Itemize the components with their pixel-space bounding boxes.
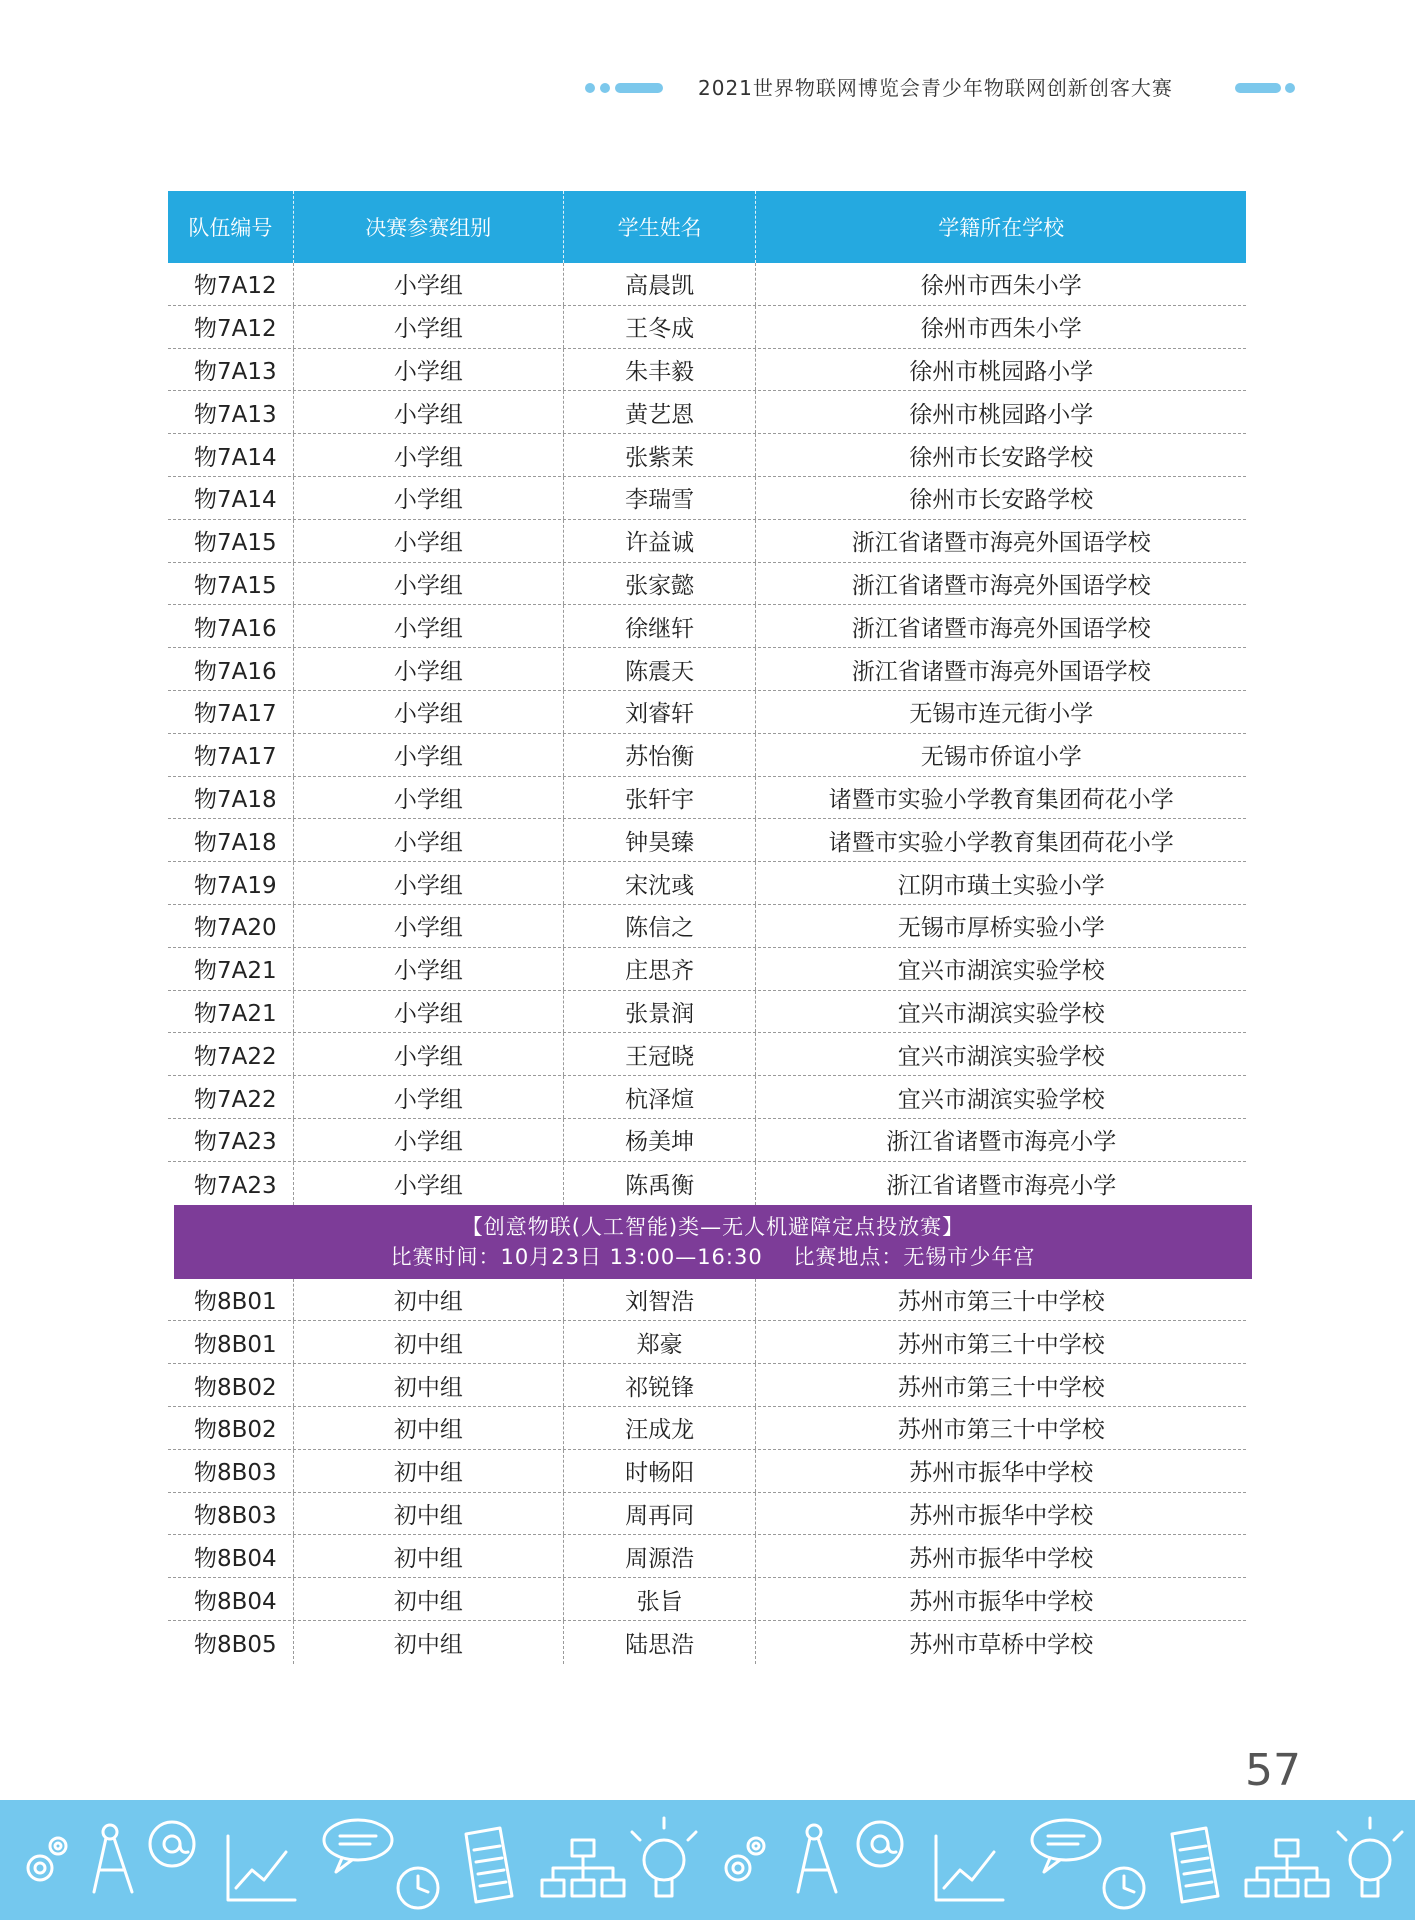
cell-group: 小学组: [293, 263, 563, 305]
cell-student-name: 朱丰毅: [563, 349, 755, 391]
cell-team-id: 物7A15: [194, 530, 277, 557]
speech-bubble-icon: [1032, 1820, 1100, 1872]
cell-group: 初中组: [293, 1364, 563, 1406]
cell-student-name: 汪成龙: [563, 1407, 755, 1449]
table-row: [168, 777, 1246, 820]
table-row: [168, 391, 1246, 434]
gear-icon: [28, 1838, 66, 1880]
column-header-school: 学籍所在学校: [755, 191, 1246, 263]
cell-team-id: 物8B02: [194, 1417, 277, 1444]
cell-student-name: 周源浩: [563, 1535, 755, 1577]
cell-student-name: 陈禹衡: [563, 1162, 755, 1205]
header-bar-icon: [615, 83, 663, 93]
flowchart-icon: [1246, 1840, 1328, 1896]
table-row: [168, 477, 1246, 520]
cell-school: 苏州市草桥中学校: [755, 1621, 1246, 1664]
page-header: [0, 70, 1415, 106]
cell-school: 苏州市第三十中学校: [755, 1279, 1246, 1321]
flowchart-icon: [542, 1840, 624, 1896]
document-icon: [466, 1828, 512, 1902]
table-row: [168, 905, 1246, 948]
table-row: [168, 948, 1246, 991]
cell-group: 小学组: [293, 1033, 563, 1075]
table-body-b: [168, 1279, 1246, 1664]
footer-band: [0, 1800, 1415, 1920]
column-header-team-id: 队伍编号: [188, 216, 273, 240]
cell-team-id: 物7A16: [194, 658, 277, 685]
cell-student-name: 杭泽煊: [563, 1076, 755, 1118]
at-icon: [150, 1822, 194, 1866]
cell-student-name: 庄思齐: [563, 948, 755, 990]
document-icon: [1172, 1828, 1218, 1902]
cell-student-name: 钟昊臻: [563, 819, 755, 861]
cell-student-name: 王冠晓: [563, 1033, 755, 1075]
cell-team-id: 物7A17: [194, 744, 277, 771]
cell-student-name: 张轩宇: [563, 777, 755, 819]
lightbulb-icon: [1338, 1818, 1402, 1896]
table-row: [168, 605, 1246, 648]
clock-icon: [398, 1868, 438, 1908]
cell-team-id: 物7A14: [194, 444, 277, 471]
table-row: [168, 1493, 1246, 1536]
cell-team-id: 物7A19: [194, 872, 277, 899]
compass-icon: [94, 1825, 132, 1892]
cell-team-id: 物7A14: [194, 487, 277, 514]
column-header-student: 学生姓名: [563, 191, 755, 263]
cell-student-name: 王冬成: [563, 306, 755, 348]
cell-student-name: 陈震天: [563, 648, 755, 690]
cell-group: 初中组: [293, 1621, 563, 1664]
cell-school: 苏州市第三十中学校: [755, 1407, 1246, 1449]
cell-group: 小学组: [293, 691, 563, 733]
cell-school: 徐州市西朱小学: [755, 263, 1246, 305]
table-row: [168, 862, 1246, 905]
cell-school: 宜兴市湖滨实验学校: [755, 948, 1246, 990]
cell-student-name: 张景润: [563, 991, 755, 1033]
section-schedule: 比赛时间：10月23日 13:00—16:30 比赛地点：无锡市少年宫: [390, 1244, 1036, 1269]
cell-group: 小学组: [293, 520, 563, 562]
cell-team-id: 物8B05: [194, 1631, 277, 1658]
chart-icon: [936, 1836, 1003, 1900]
cell-school: 诸暨市实验小学教育集团荷花小学: [755, 777, 1246, 819]
cell-school: 苏州市第三十中学校: [755, 1364, 1246, 1406]
table-row: [168, 563, 1246, 606]
cell-group: 小学组: [293, 905, 563, 947]
cell-student-name: 陆思浩: [563, 1621, 755, 1664]
table-row: [168, 691, 1246, 734]
table-row: [168, 1162, 1246, 1205]
cell-group: 初中组: [293, 1493, 563, 1535]
cell-team-id: 物7A16: [194, 615, 277, 642]
table-row: [168, 1321, 1246, 1364]
table-row: [168, 819, 1246, 862]
gear-icon: [726, 1838, 764, 1880]
cell-school: 徐州市长安路学校: [755, 434, 1246, 476]
chart-icon: [228, 1836, 295, 1900]
header-bar-icon: [1235, 83, 1281, 93]
table-row: [168, 991, 1246, 1034]
cell-group: 初中组: [293, 1450, 563, 1492]
cell-team-id: 物7A12: [194, 273, 277, 300]
cell-group: 小学组: [293, 306, 563, 348]
speech-bubble-icon: [324, 1820, 392, 1872]
cell-team-id: 物7A17: [194, 701, 277, 728]
header-dot-icon: [585, 83, 595, 93]
cell-team-id: 物7A23: [194, 1129, 277, 1156]
column-header-group: 决赛参赛组别: [293, 191, 563, 263]
cell-school: 苏州市振华中学校: [755, 1535, 1246, 1577]
cell-school: 宜兴市湖滨实验学校: [755, 1033, 1246, 1075]
header-title: 2021世界物联网博览会青少年物联网创新创客大赛: [698, 76, 1173, 100]
cell-school: 苏州市振华中学校: [755, 1578, 1246, 1620]
table-row: [168, 1076, 1246, 1119]
cell-school: 无锡市连元街小学: [755, 691, 1246, 733]
cell-group: 初中组: [293, 1279, 563, 1321]
cell-group: 初中组: [293, 1578, 563, 1620]
roster-table: [168, 191, 1246, 1664]
cell-group: 小学组: [293, 948, 563, 990]
cell-student-name: 周再同: [563, 1493, 755, 1535]
table-row: [168, 263, 1246, 306]
table-row: [168, 1033, 1246, 1076]
cell-school: 宜兴市湖滨实验学校: [755, 1076, 1246, 1118]
table-body-a: [168, 263, 1246, 1205]
cell-group: 小学组: [293, 605, 563, 647]
cell-team-id: 物7A18: [194, 829, 277, 856]
cell-team-id: 物7A12: [194, 316, 277, 343]
cell-student-name: 张旨: [563, 1578, 755, 1620]
cell-team-id: 物7A23: [194, 1172, 277, 1199]
cell-school: 诸暨市实验小学教育集团荷花小学: [755, 819, 1246, 861]
at-icon: [858, 1822, 902, 1866]
cell-group: 小学组: [293, 1162, 563, 1205]
cell-team-id: 物8B01: [194, 1288, 277, 1315]
cell-student-name: 宋沈彧: [563, 862, 755, 904]
cell-student-name: 杨美坤: [563, 1119, 755, 1161]
cell-school: 浙江省诸暨市海亮外国语学校: [755, 563, 1246, 605]
cell-team-id: 物8B04: [194, 1545, 277, 1572]
cell-student-name: 徐继轩: [563, 605, 755, 647]
cell-team-id: 物7A13: [194, 401, 277, 428]
cell-student-name: 祁锐锋: [563, 1364, 755, 1406]
cell-group: 初中组: [293, 1535, 563, 1577]
cell-school: 江阴市璜土实验小学: [755, 862, 1246, 904]
cell-school: 浙江省诸暨市海亮外国语学校: [755, 648, 1246, 690]
cell-student-name: 时畅阳: [563, 1450, 755, 1492]
table-row: [168, 434, 1246, 477]
cell-student-name: 李瑞雪: [563, 477, 755, 519]
cell-school: 宜兴市湖滨实验学校: [755, 991, 1246, 1033]
cell-team-id: 物7A18: [194, 786, 277, 813]
cell-group: 小学组: [293, 734, 563, 776]
cell-school: 苏州市振华中学校: [755, 1450, 1246, 1492]
cell-group: 初中组: [293, 1321, 563, 1363]
header-dot-icon: [1285, 83, 1295, 93]
cell-school: 徐州市桃园路小学: [755, 349, 1246, 391]
header-dot-icon: [600, 83, 610, 93]
cell-student-name: 刘睿轩: [563, 691, 755, 733]
cell-group: 小学组: [293, 391, 563, 433]
table-row: [168, 1535, 1246, 1578]
cell-school: 浙江省诸暨市海亮小学: [755, 1119, 1246, 1161]
table-row: [168, 306, 1246, 349]
section-banner: [174, 1205, 1252, 1279]
table-row: [168, 1450, 1246, 1493]
table-row: [168, 1364, 1246, 1407]
lightbulb-icon: [632, 1818, 696, 1896]
table-row: [168, 1279, 1246, 1322]
table-header: [168, 191, 1246, 263]
cell-school: 浙江省诸暨市海亮小学: [755, 1162, 1246, 1205]
cell-team-id: 物7A21: [194, 1000, 277, 1027]
cell-team-id: 物8B01: [194, 1331, 277, 1358]
cell-student-name: 张家懿: [563, 563, 755, 605]
section-title: 【创意物联(人工智能)类—无人机避障定点投放赛】: [461, 1214, 965, 1239]
cell-team-id: 物7A13: [194, 358, 277, 385]
cell-school: 无锡市厚桥实验小学: [755, 905, 1246, 947]
table-row: [168, 349, 1246, 392]
cell-group: 小学组: [293, 434, 563, 476]
cell-team-id: 物7A20: [194, 915, 277, 942]
cell-school: 浙江省诸暨市海亮外国语学校: [755, 520, 1246, 562]
cell-group: 小学组: [293, 777, 563, 819]
cell-group: 小学组: [293, 991, 563, 1033]
cell-student-name: 张紫茉: [563, 434, 755, 476]
cell-team-id: 物7A22: [194, 1043, 277, 1070]
cell-school: 徐州市西朱小学: [755, 306, 1246, 348]
cell-group: 小学组: [293, 1119, 563, 1161]
cell-school: 无锡市侨谊小学: [755, 734, 1246, 776]
cell-group: 小学组: [293, 1076, 563, 1118]
cell-group: 初中组: [293, 1407, 563, 1449]
cell-team-id: 物8B03: [194, 1460, 277, 1487]
cell-student-name: 苏怡衡: [563, 734, 755, 776]
cell-team-id: 物8B03: [194, 1502, 277, 1529]
cell-team-id: 物8B02: [194, 1374, 277, 1401]
table-row: [168, 734, 1246, 777]
cell-team-id: 物8B04: [194, 1588, 277, 1615]
cell-group: 小学组: [293, 477, 563, 519]
table-row: [168, 1119, 1246, 1162]
table-row: [168, 1407, 1246, 1450]
table-row: [168, 648, 1246, 691]
cell-group: 小学组: [293, 349, 563, 391]
cell-student-name: 刘智浩: [563, 1279, 755, 1321]
cell-group: 小学组: [293, 563, 563, 605]
table-row: [168, 1578, 1246, 1621]
cell-school: 徐州市桃园路小学: [755, 391, 1246, 433]
cell-school: 苏州市第三十中学校: [755, 1321, 1246, 1363]
table-row: [168, 520, 1246, 563]
cell-school: 浙江省诸暨市海亮外国语学校: [755, 605, 1246, 647]
cell-team-id: 物7A22: [194, 1086, 277, 1113]
cell-team-id: 物7A21: [194, 958, 277, 985]
cell-school: 徐州市长安路学校: [755, 477, 1246, 519]
clock-icon: [1104, 1868, 1144, 1908]
cell-student-name: 黄艺恩: [563, 391, 755, 433]
page-number: 57: [1245, 1745, 1301, 1796]
cell-group: 小学组: [293, 648, 563, 690]
cell-team-id: 物7A15: [194, 572, 277, 599]
cell-student-name: 陈信之: [563, 905, 755, 947]
cell-student-name: 许益诚: [563, 520, 755, 562]
cell-student-name: 郑豪: [563, 1321, 755, 1363]
table-row: [168, 1621, 1246, 1664]
cell-group: 小学组: [293, 819, 563, 861]
compass-icon: [798, 1825, 836, 1892]
cell-school: 苏州市振华中学校: [755, 1493, 1246, 1535]
cell-group: 小学组: [293, 862, 563, 904]
cell-student-name: 高晨凯: [563, 263, 755, 305]
